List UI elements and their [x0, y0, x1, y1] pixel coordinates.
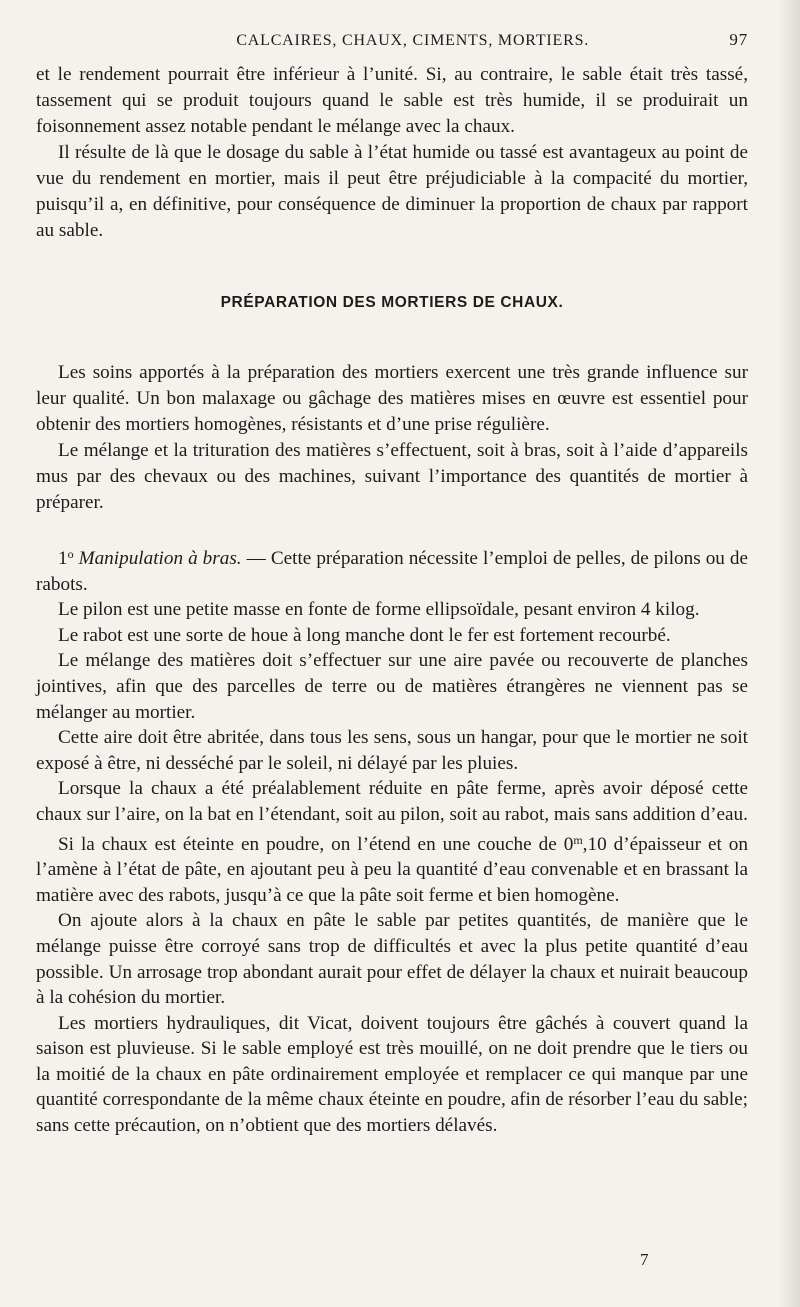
- paragraph: et le rendement pourrait être inférieur à l’unité. Si, au contraire, le sable était très tassé, tassement qui se produit toujours quand le sable est très humide, il se produirait un foisonnement assez notable pendant le mélange avec la chaux.: [36, 64, 748, 137]
- unit-superscript: m: [573, 832, 583, 847]
- signature-mark: 7: [640, 1250, 649, 1269]
- item-number: 1: [58, 548, 68, 569]
- paragraph: Le mélange des matières doit s’effectuer sur une aire pavée ou recouverte de planches jointives, afin que des parcelles de terre ou de matières étrangères ne viennent pas se mélanger au mortier.: [36, 650, 748, 723]
- paragraph-text: ,10 d’épaisseur et on l’amène à l’état de pâte, en ajoutant peu à peu la quantité d’eau convenable et en brassant la matière avec des rabots, jusqu’à ce que la pâte soit ferme et bien homogène.: [36, 833, 748, 906]
- paragraph: Les mortiers hydrauliques, dit Vicat, doivent toujours être gâchés à couvert quand la saison est pluvieuse. Si le sable employé est très mouillé, on ne doit prendre que le tiers ou la moitié de la chaux en pâte ordinairement employée et remplacer ce qui manque par une quantité correspondante de la même chaux éteinte en poudre, afin de résorber l’eau du sable; sans cette précaution, on n’obtient que des mortiers délavés.: [36, 1012, 748, 1137]
- paragraph: Le mélange et la trituration des matières s’effectuent, soit à bras, soit à l’aide d’appareils mus par des chevaux ou des machines, suivant l’importance des quantités de mortier à préparer.: [36, 440, 748, 513]
- paragraph: Il résulte de là que le dosage du sable à l’état humide ou tassé est avantageux au point de vue du rendement en mortier, mais il peut être préjudiciable à la compacité du mortier, puisqu’il a, en définitive, pour conséquence de diminuer la proportion de chaux par rapport au sable.: [36, 142, 748, 241]
- paragraph-manipulation: [36, 542, 748, 597]
- paragraph: Lorsque la chaux a été préalablement réduite en pâte ferme, après avoir déposé cette chaux sur l’aire, on la bat en l’étendant, soit au pilon, soit au rabot, mais sans addition d’eau.: [36, 778, 748, 825]
- running-head-title: CALCAIRES, CHAUX, CIMENTS, MORTIERS.: [236, 32, 590, 49]
- page-number: 97: [729, 30, 748, 49]
- paragraph: Le rabot est une sorte de houe à long manche dont le fer est fortement recourbé.: [58, 624, 671, 646]
- section-intro: [36, 360, 748, 516]
- subsection-title: Manipulation à bras.: [78, 548, 242, 569]
- paragraph-text: — Cette préparation nécessite l’emploi de pelles, de pilons ou de rabots.: [36, 548, 748, 595]
- running-head: [36, 30, 748, 50]
- paragraph: Les soins apportés à la préparation des mortiers exercent une très grande influence sur leur qualité. Un bon malaxage ou gâchage des matières mises en œuvre est essentiel pour obtenir des mortiers homogènes, résistants et d’une prise régulière.: [36, 362, 748, 435]
- degree-sign: o: [67, 547, 74, 561]
- paragraph-thickness: [36, 828, 748, 909]
- subsection-manual-mixing: [36, 542, 748, 1139]
- paragraph: On ajoute alors à la chaux en pâte le sable par petites quantités, de manière que le mélange puisse être corroyé sans trop de difficultés et avec la plus petite quantité d’eau possible. Un arrosage trop abondant aurait pour effet de délayer la chaux et nuirait beaucoup à la cohésion du mortier.: [36, 910, 748, 1009]
- section-heading: PRÉPARATION DES MORTIERS DE CHAUX.: [220, 294, 564, 311]
- paragraph: Le pilon est une petite masse en fonte de forme ellipsoïdale, pesant environ 4 kilog.: [58, 599, 700, 621]
- paragraph-text: Si la chaux est éteinte en poudre, on l’étend en une couche de 0: [58, 833, 574, 855]
- page-edge-shadow: [778, 0, 800, 1307]
- section-continuation: [36, 62, 748, 244]
- paragraph: Cette aire doit être abritée, dans tous les sens, sous un hangar, pour que le mortier ne soit exposé à être, ni desséché par le soleil, ni délayé par les pluies.: [36, 727, 748, 774]
